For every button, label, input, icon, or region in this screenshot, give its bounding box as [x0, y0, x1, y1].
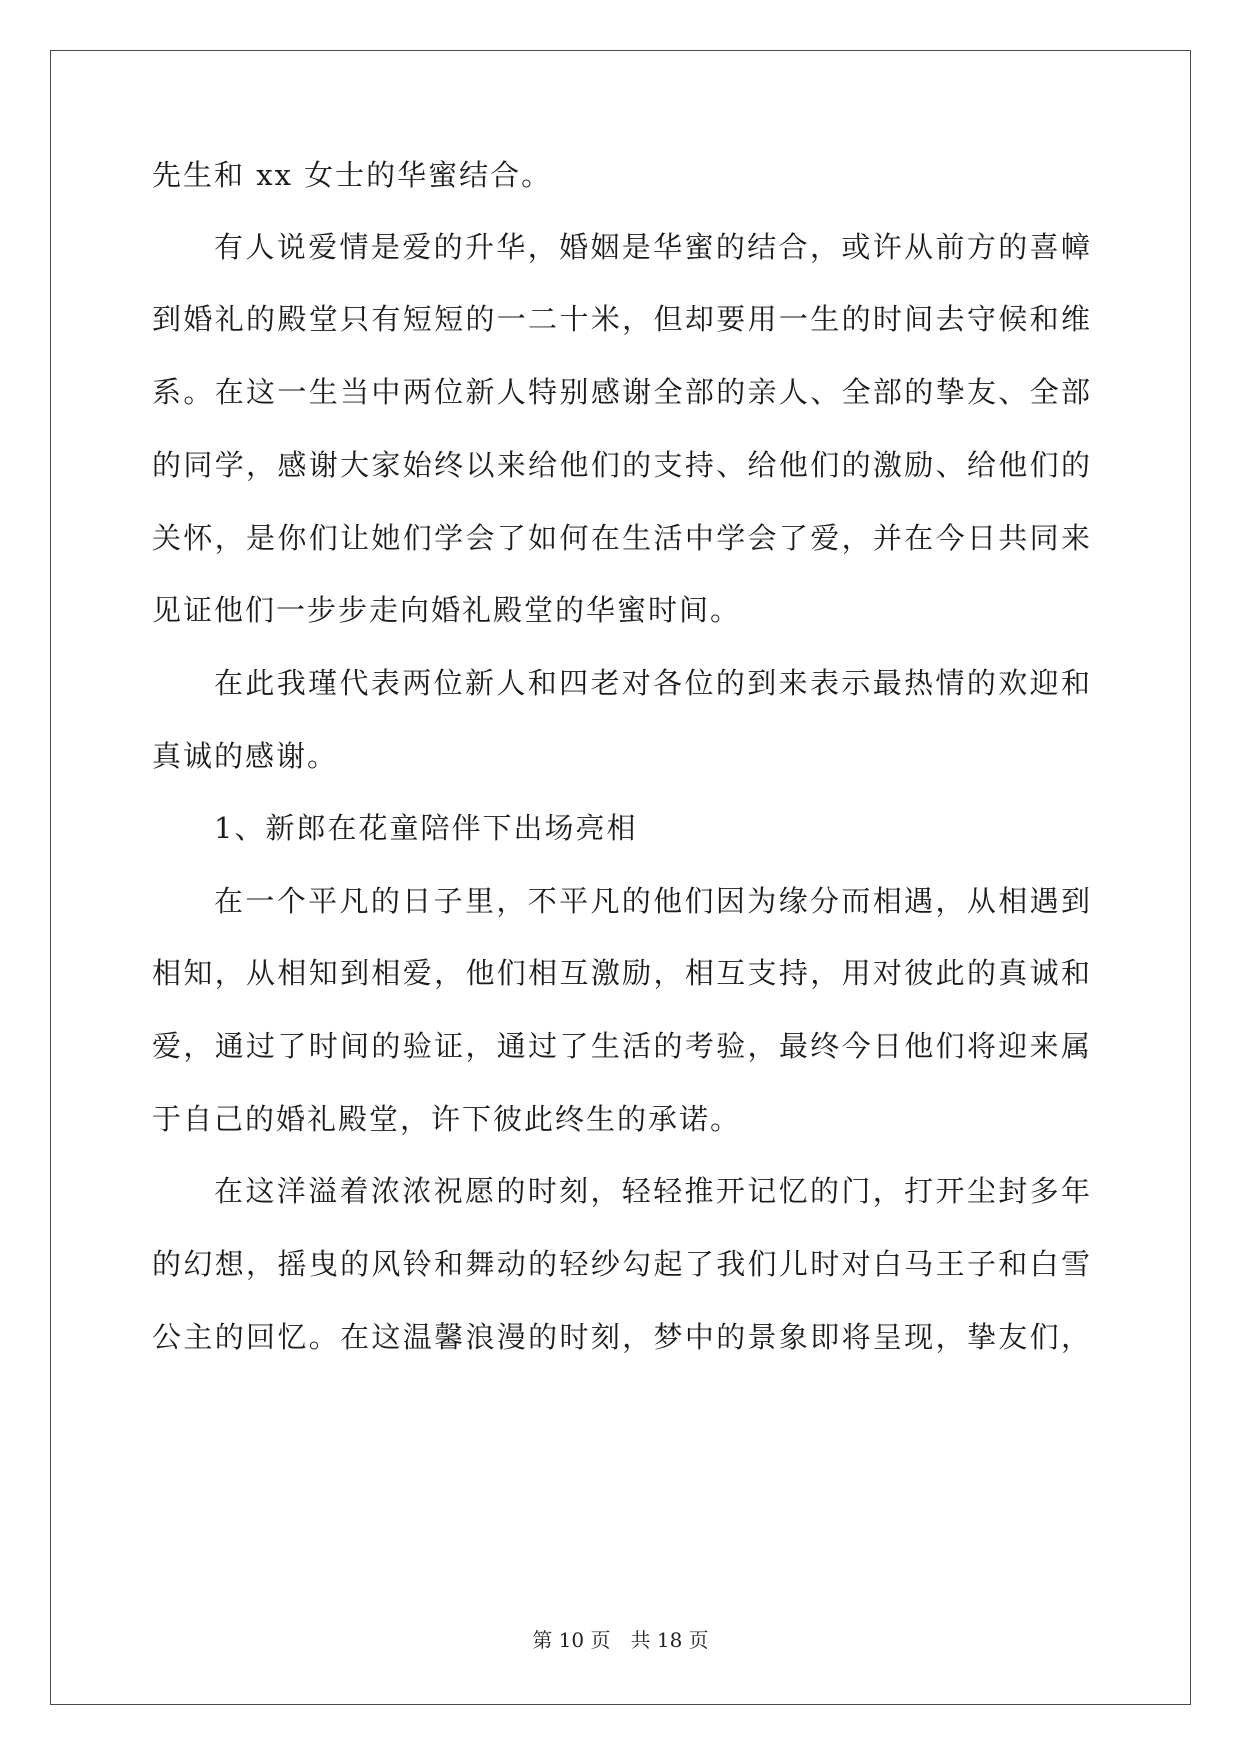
text-line: 于自己的婚礼殿堂，许下彼此终生的承诺。	[152, 1102, 742, 1136]
text-line: 关怀，是你们让她们学会了如何在生活中学会了爱，并在今日共同来	[152, 521, 1092, 555]
page-footer	[0, 1628, 1241, 1652]
paragraph-first-line: 有人说爱情是爱的升华，婚姻是华蜜的结合，或许从前方的喜幛	[214, 230, 1092, 264]
paragraph-first-line: 在一个平凡的日子里，不平凡的他们因为缘分而相遇，从相遇到	[214, 884, 1092, 918]
text-line: 爱，通过了时间的验证，通过了生活的考验，最终今日他们将迎来属	[152, 1029, 1092, 1063]
text-line: 的幻想，摇曳的风铃和舞动的轻纱勾起了我们儿时对白马王子和白雪	[152, 1247, 1092, 1281]
paragraph-first-line: 在这洋溢着浓浓祝愿的时刻，轻轻推开记忆的门，打开尘封多年	[214, 1174, 1092, 1208]
text-line: 真诚的感谢。	[152, 739, 339, 773]
section-heading: 1、新郎在花童陪伴下出场亮相	[214, 811, 638, 845]
text-line: 的同学，感谢大家始终以来给他们的支持、给他们的激励、给他们的	[152, 448, 1092, 482]
text-line: 相知，从相知到相爱，他们相互激励，相互支持，用对彼此的真诚和	[152, 956, 1092, 990]
page-number: 第 10 页 共 18 页	[532, 1628, 709, 1652]
paragraph-first-line: 在此我瑾代表两位新人和四老对各位的到来表示最热情的欢迎和	[214, 666, 1092, 700]
text-line: 先生和 xx 女士的华蜜结合。	[152, 158, 553, 192]
text-line: 到婚礼的殿堂只有短短的一二十米，但却要用一生的时间去守候和维	[152, 302, 1092, 336]
text-line: 见证他们一步步走向婚礼殿堂的华蜜时间。	[152, 593, 742, 627]
text-line: 公主的回忆。在这温馨浪漫的时刻，梦中的景象即将呈现，挚友们，	[152, 1320, 1092, 1354]
text-line: 系。在这一生当中两位新人特别感谢全部的亲人、全部的挚友、全部	[152, 375, 1092, 409]
